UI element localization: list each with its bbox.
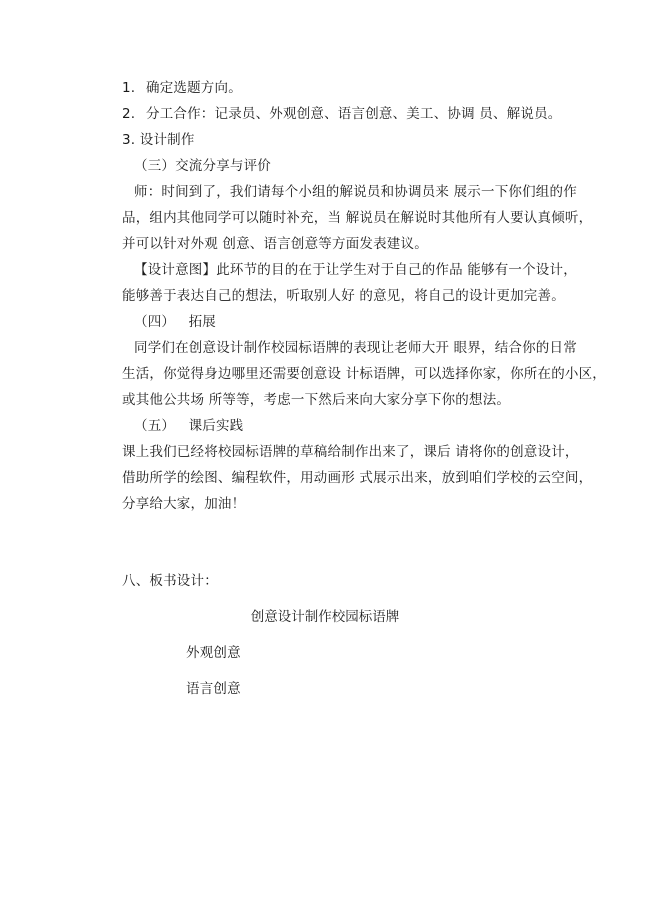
section-4-heading: （四） 拓展	[134, 314, 216, 330]
step-2	[122, 105, 562, 123]
section-3-paragraph-line-2: 品，组内其他同学可以随时补充，当 解说员在解说时其他所有人要认真倾听，	[122, 210, 593, 226]
step-3: 3. 设计制作	[122, 132, 195, 148]
board-design-heading: 八、板书设计：	[122, 573, 218, 589]
step-2-text: 分工合作：记录员、外观创意、语言创意、美工、协调 员、解说员。	[146, 106, 562, 122]
section-3-heading: （三）交流分享与评价	[134, 158, 271, 174]
board-item-appearance: 外观创意	[186, 645, 241, 661]
step-1	[122, 79, 242, 97]
section-5-heading: （五） 课后实践	[134, 418, 244, 434]
design-intent-line-1: 【设计意图】此环节的目的在于让学生对于自己的作品 能够有一个设计，	[134, 262, 577, 278]
section-5-line-1: 课上我们已经将校园标语牌的草稿给制作出来了，课后 请将你的创意设计，	[122, 444, 579, 460]
step-2-number: 2.	[122, 106, 136, 122]
section-5-line-3: 分享给大家，加油！	[122, 496, 246, 512]
design-intent-line-2: 能够善于表达自己的想法，听取别人好 的意见，将自己的设计更加完善。	[122, 288, 565, 304]
section-5-line-2: 借助所学的绘图、编程软件，用动画形 式展示出来，放到咱们学校的云空间，	[122, 470, 593, 486]
step-1-text: 确定选题方向。	[146, 80, 242, 96]
section-3-paragraph-line-3: 并可以针对外观 创意、语言创意等方面发表建议。	[122, 236, 428, 252]
board-item-language: 语言创意	[186, 681, 241, 697]
section-4-line-2: 生活，你觉得身边哪里还需要创意设 计标语牌，可以选择你家，你所在的小区，	[122, 366, 606, 382]
section-3-paragraph-line-1: 师：时间到了，我们请每个小组的解说员和协调员来 展示一下你们组的作	[134, 184, 577, 200]
section-4-line-3: 或其他公共场 所等等，考虑一下然后来向大家分享下你的想法。	[122, 392, 511, 408]
section-4-line-1: 同学们在创意设计制作校园标语牌的表现让老师大开 眼界，结合你的日常	[134, 340, 577, 356]
step-1-number: 1.	[122, 80, 136, 96]
board-title: 创意设计制作校园标语牌	[250, 609, 400, 625]
